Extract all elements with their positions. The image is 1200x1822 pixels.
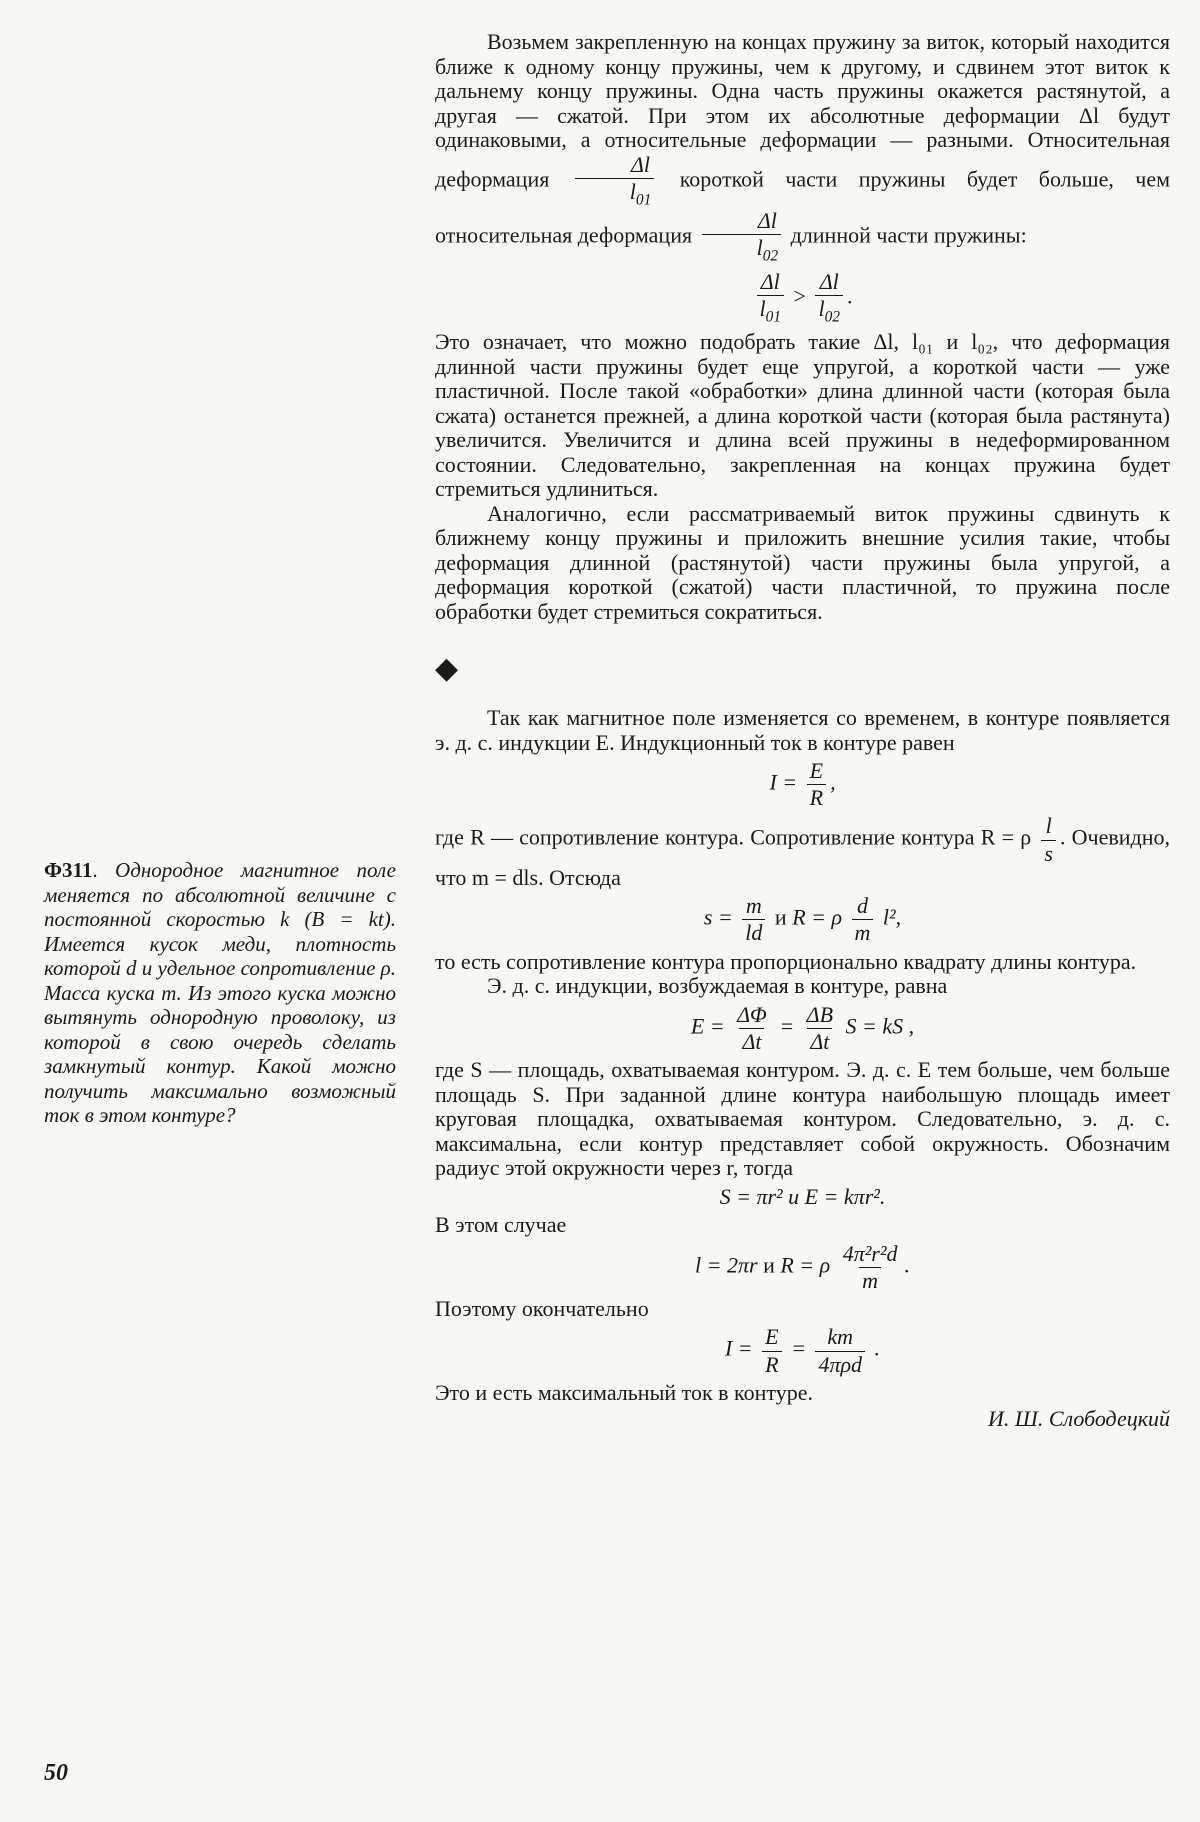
paragraph-spring: Возьмем закрепленную на концах пружину за виток, который находится ближе к одному концу пружины, чем к другому, и сдвинем этот виток к дальнему концу пружины. Одна часть пружины окажется растянутой, а другая — сжатой. При этом их абсолютные деформации Δl будут одинаковыми, а относительные деформации — разными. Относительная деформация $\frac{\Delta l}{l_{01}}$ короткой части пружины будет больше, чем относительная деформация $\frac{\Delta l}{l_{02}}$ длинной части пружины: [435, 29, 1171, 265]
equation-final-current: I = $\frac{E}{R}$ = $\frac{km}{\text{4πρd}}$ . [724, 1324, 881, 1377]
author-signature: И. Ш. Слободецкий [987, 1406, 1170, 1432]
fraction-dl-l01: $\frac{\Delta l}{l_{01}}$ [575, 153, 655, 210]
solution-emf-intro: Э. д. с. индукции, возбуждаемая в контуре, равна [487, 973, 948, 999]
problem-code: Ф311 [44, 858, 93, 882]
equation-inequality: $\frac{\Delta l}{l_{01}}$ > $\frac{\Delta l}{l_{02}}$ . [435, 270, 1170, 327]
solution-case: В этом случае [435, 1212, 567, 1238]
equation-current: I = $\frac{E}{R}$ , [769, 758, 836, 811]
solution-result: Это и есть максимальный ток в контуре. [435, 1379, 813, 1405]
fraction-dl-l02: $\frac{\Delta l}{l_{02}}$ [702, 209, 782, 266]
problem-text: Однородное магнитное поле меняется по абсолютной величине с постоянной скоростью k (B = kt). Имеется кусок меди, плотность которой d и удельное сопротивление ρ. Масса куска m. Из этого куска можно вытянуть однородную проволоку, из которой в свою очередь сделать замкнутый контур. Какой можно получить максимально возможный ток в этом контуре? [44, 858, 396, 1127]
equation-circle: S = πr² и E = kπr². [719, 1183, 886, 1209]
equation-length-resistance: l = 2πr и R = ρ $\frac{\text{4π²r²d}}{m}$ . [695, 1240, 910, 1293]
diamond-divider-icon: ◆ [435, 652, 459, 686]
problem-statement: Ф311. Однородное магнитное поле меняется по абсолютной величине с постоянной скоростью k (B = kt). Имеется кусок меди, плотность которой d и удельное сопротивление ρ. Масса куска m. Из этого куска можно вытянуть однородную проволоку, из которой в свою очередь сделать замкнутый контур. Какой можно получить максимально возможный ток в этом контуре? [44, 858, 396, 1127]
paragraph-analog: Аналогично, если рассматриваемый виток пружины сдвинуть к ближнему концу пружины и приложить внешние усилия такие, чтобы деформация длинной (растянутой) части пружины была упругой, а деформация короткой (сжатой) части пластичной, то пружина после обработки будет стремиться сократиться. [435, 500, 1170, 624]
solution-area: где S — площадь, охватываемая контуром. Э. д. с. E тем больше, чем больше площадь S. При заданной длине контура наибольшую площадь имеет круговая площадка, охватываемая контуром. Следовательно, э. д. с. максимальна, если контур представляет собой окружность. Обозначим радиус этой окружности через r, тогда [435, 1057, 1170, 1181]
solution-finally: Поэтому окончательно [435, 1295, 649, 1321]
main-column [435, 30, 1170, 1432]
solution-intro: Так как магнитное поле изменяется со временем, в контуре появляется э. д. с. индукции E. Индукционный ток в контуре равен [435, 705, 1170, 755]
paragraph-conclusion: Это означает, что можно подобрать такие Δl, l₀₁ и l₀₂, что деформация длинной части пружины будет еще упругой, а короткой части — уже пластичной. После такой «обработки» длина длинной части (которая была сжата) останется прежней, а длина короткой части (которая была растянута) увеличится. Увеличится и длина всей пружины в недеформированном состоянии. Следовательно, закрепленная на концах пружина будет стремиться удлиниться. [435, 329, 1170, 502]
solution-resistance: где R — сопротивление контура. Сопротивление контура R = ρ $\frac{l}{s}$ . Очевидно, что m = dls. Отсюда [435, 813, 1170, 890]
page-number: 50 [44, 1760, 68, 1786]
equation-s-r: s = $\frac{m}{ld}$ и R = ρ $\frac{d}{m}$ l², [703, 893, 902, 946]
solution-proportional: то есть сопротивление контура пропорционально квадрату длины контура. [435, 948, 1137, 974]
equation-emf: E = $\frac{\Delta\Phi}{\Delta t}$ = $\frac{\Delta B}{\Delta t}$ S = kS , [690, 1001, 915, 1054]
